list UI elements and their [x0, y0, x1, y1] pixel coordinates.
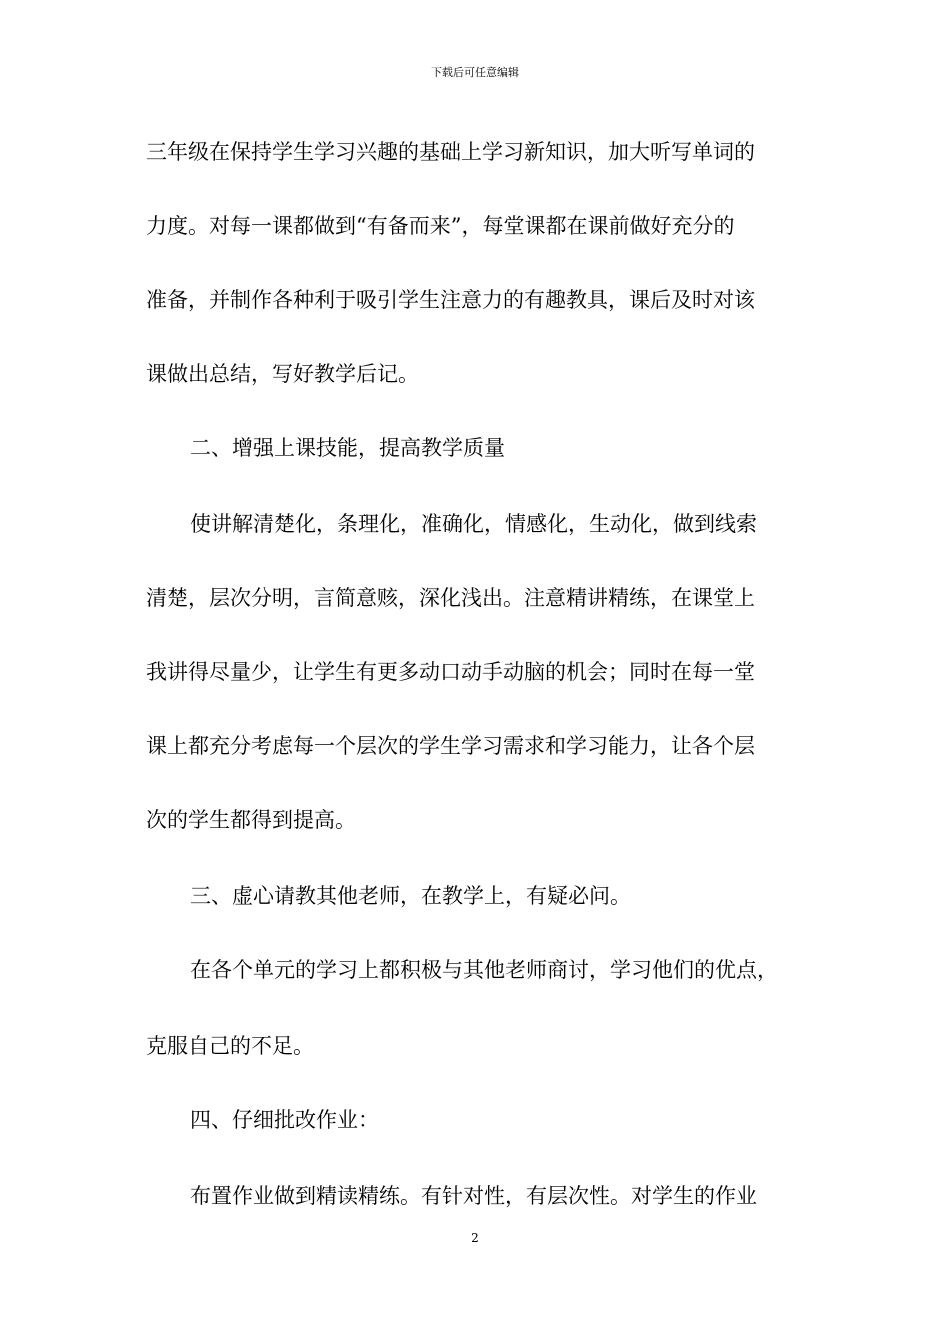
- body-line: 次的学生都得到提高。: [146, 808, 356, 832]
- body-line: 力度。对每一课都做到“有备而来”，每堂课都在课前做好充分的: [146, 214, 735, 238]
- section-heading: 四、仔细批改作业：: [190, 1108, 379, 1132]
- body-line: 我讲得尽量少，让学生有更多动口动手动脑的机会；同时在每一堂: [146, 660, 755, 684]
- body-line: 准备，并制作各种利于吸引学生注意力的有趣教具，课后及时对该: [146, 288, 755, 312]
- body-line: 克服自己的不足。: [146, 1034, 314, 1058]
- page-header: 下载后可任意编辑: [431, 66, 519, 79]
- page-number: 2: [471, 1231, 479, 1245]
- body-line: 课做出总结，写好教学后记。: [146, 362, 419, 386]
- body-line: 清楚，层次分明，言简意赅，深化浅出。注意精讲精练，在课堂上: [146, 586, 755, 610]
- section-heading: 三、虚心请教其他老师，在教学上，有疑必问。: [190, 884, 631, 908]
- body-line: 使讲解清楚化，条理化，准确化，情感化，生动化，做到线索: [190, 512, 757, 536]
- body-line: 布置作业做到精读精练。有针对性，有层次性。对学生的作业: [190, 1184, 757, 1208]
- body-line: 在各个单元的学习上都积极与其他老师商讨，学习他们的优点，: [190, 958, 778, 982]
- body-line: 课上都充分考虑每一个层次的学生学习需求和学习能力，让各个层: [146, 734, 755, 758]
- section-heading: 二、增强上课技能，提高教学质量: [190, 436, 505, 460]
- body-line: 三年级在保持学生学习兴趣的基础上学习新知识，加大听写单词的: [146, 140, 755, 164]
